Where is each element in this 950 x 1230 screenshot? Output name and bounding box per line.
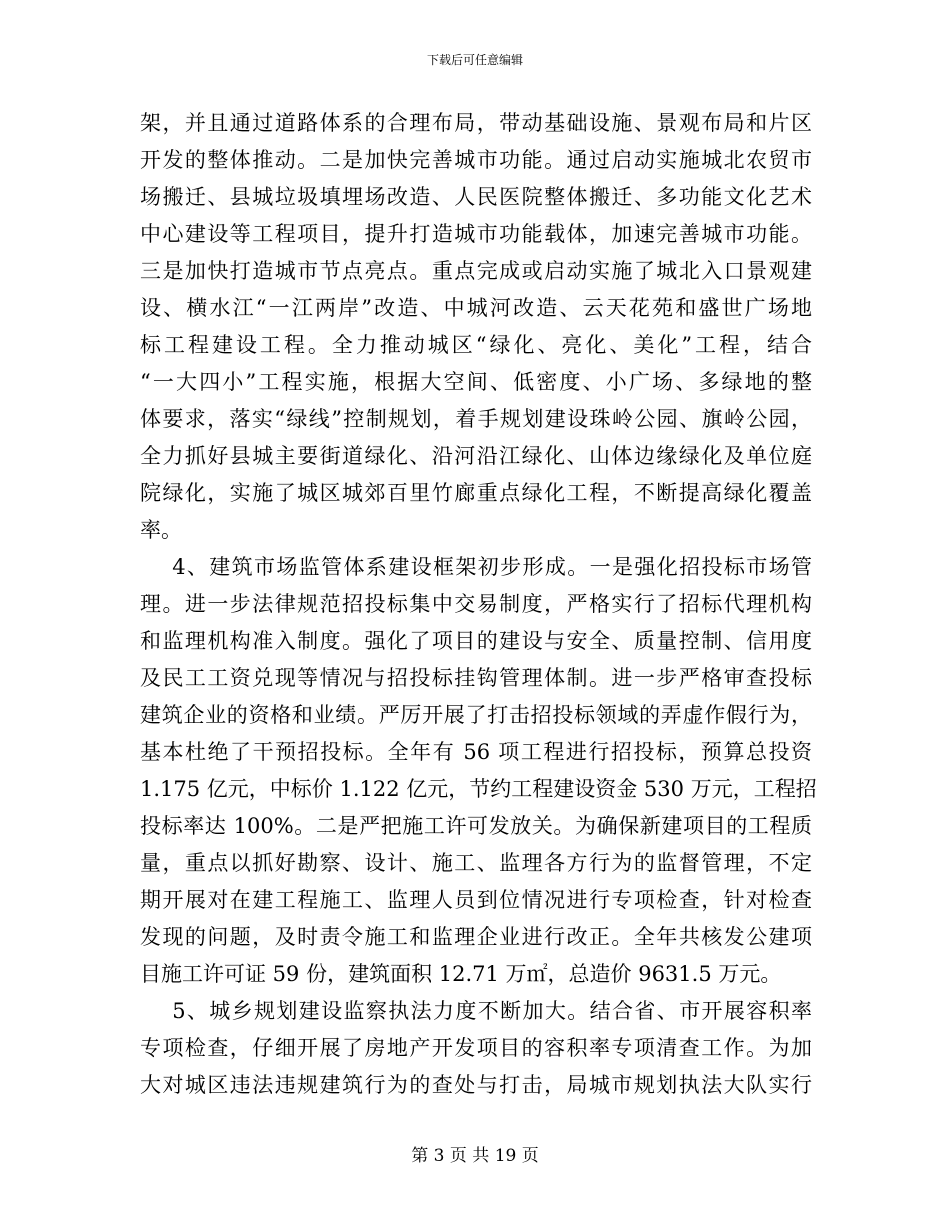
- body-line: 架，并且通过道路体系的合理布局，带动基础设施、景观布局和片区: [140, 111, 812, 135]
- body-line: 专项检查，仔细开展了房地产开发项目的容积率专项清查工作。为加: [140, 1036, 812, 1060]
- paragraph-5-heading-line: 5、城乡规划建设监察执法力度不断加大。结合省、市开展容积率: [140, 999, 812, 1023]
- body-line: 及民工工资兑现等情况与招投标挂钩管理体制。进一步严格审查投标: [140, 666, 812, 690]
- body-line: 率。: [140, 518, 182, 542]
- body-line: 理。进一步法律规范招投标集中交易制度，严格实行了招标代理机构: [140, 592, 812, 616]
- body-line: 大对城区违法违规建筑行为的查处与打击，局城市规划执法大队实行: [140, 1073, 812, 1097]
- body-line: 和监理机构准入制度。强化了项目的建设与安全、质量控制、信用度: [140, 629, 812, 653]
- body-line: 基本杜绝了干预招投标。全年有 56 项工程进行招投标，预算总投资: [140, 740, 812, 764]
- body-line: 院绿化，实施了城区城郊百里竹廊重点绿化工程，不断提高绿化覆盖: [140, 481, 812, 505]
- page-number-footer: 第 3 页 共 19 页: [411, 1146, 539, 1166]
- body-line: 目施工许可证 59 份，建筑面积 12.71 万㎡，总造价 9631.5 万元。: [140, 962, 782, 986]
- body-line: 场搬迁、县城垃圾填埋场改造、人民医院整体搬迁、多功能文化艺术: [140, 185, 812, 209]
- body-line: 量，重点以抓好勘察、设计、施工、监理各方行为的监督管理，不定: [140, 851, 812, 875]
- body-line: 体要求，落实“绿线”控制规划，着手规划建设珠岭公园、旗岭公园，: [140, 407, 812, 431]
- body-line: 1.175 亿元，中标价 1.122 亿元，节约工程建设资金 530 万元，工程招: [140, 777, 817, 801]
- body-line: 建筑企业的资格和业绩。严厉开展了打击招投标领域的弄虚作假行为，: [140, 703, 812, 727]
- paragraph-4-heading-line: 4、建筑市场监管体系建设框架初步形成。一是强化招投标市场管: [140, 555, 812, 579]
- body-line: 设、横水江“一江两岸”改造、中城河改造、云天花苑和盛世广场地: [140, 296, 812, 320]
- body-line: 中心建设等工程项目，提升打造城市功能载体，加速完善城市功能。: [140, 222, 812, 246]
- body-line: 发现的问题，及时责令施工和监理企业进行改正。全年共核发公建项: [140, 925, 812, 949]
- body-line: 三是加快打造城市节点亮点。重点完成或启动实施了城北入口景观建: [140, 259, 812, 283]
- body-line: “一大四小”工程实施，根据大空间、低密度、小广场、多绿地的整: [140, 370, 812, 394]
- body-line: 投标率达 100%。二是严把施工许可发放关。为确保新建项目的工程质: [140, 814, 812, 838]
- body-line: 全力抓好县城主要街道绿化、沿河沿江绿化、山体边缘绿化及单位庭: [140, 444, 812, 468]
- page-header-note: 下载后可任意编辑: [426, 53, 523, 67]
- body-line: 期开展对在建工程施工、监理人员到位情况进行专项检查，针对检查: [140, 888, 812, 912]
- body-line: 开发的整体推动。二是加快完善城市功能。通过启动实施城北农贸市: [140, 148, 812, 172]
- body-line: 标工程建设工程。全力推动城区“绿化、亮化、美化”工程，结合: [140, 333, 812, 357]
